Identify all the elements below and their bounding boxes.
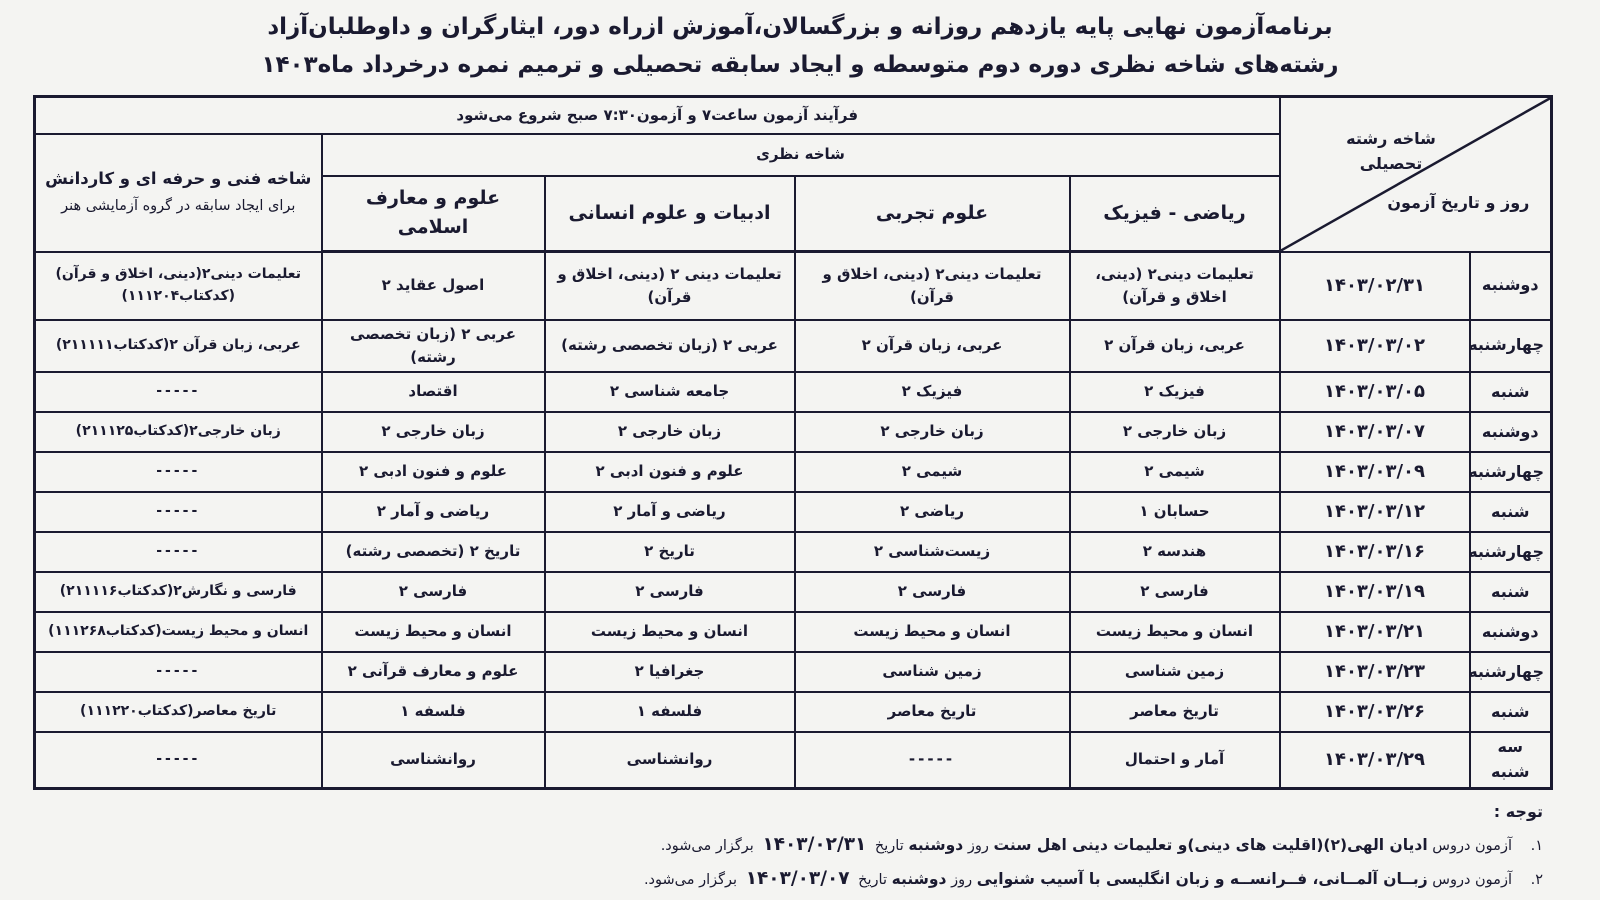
subject-tajrobi: فیزیک ۲ <box>795 372 1070 412</box>
subject-maaref: تاریخ ۲ (تخصصی رشته) <box>322 532 545 572</box>
subject-maaref: فارسی ۲ <box>322 572 545 612</box>
subject-maaref: عربی ۲ (زبان تخصصی رشته) <box>322 320 545 373</box>
fanni-branch-header <box>34 134 321 252</box>
subject-ensani: علوم و فنون ادبی ۲ <box>545 452 795 492</box>
subject-riazi: زبان خارجی ۲ <box>1070 412 1280 452</box>
note-date: ۱۴۰۳/۰۳/۰۷ <box>745 867 850 889</box>
process-header: فرآیند آزمون ساعت۷ و آزمون۷:۳۰ صبح شروع می‌شود <box>34 97 1279 134</box>
table-row <box>34 452 1551 492</box>
subject-fanni: انسان و محیط زیست(کدکتاب۱۱۱۲۶۸) <box>34 612 321 652</box>
exam-date: ۱۴۰۳/۰۳/۲۶ <box>1280 692 1470 732</box>
subject-fanni: ----- <box>34 372 321 412</box>
subject-tajrobi: شیمی ۲ <box>795 452 1070 492</box>
notes-label: توجه : <box>1493 801 1543 821</box>
exam-day: شنبه <box>1470 492 1552 532</box>
note-subjects: ادیان الهی(۲)(اقلیت های دینی)و تعلیمات دینی اهل سنت <box>993 835 1428 854</box>
subject-riazi: انسان و محیط زیست <box>1070 612 1280 652</box>
column-header-maaref-eslami: علوم و معارف اسلامی <box>322 176 545 252</box>
exam-date: ۱۴۰۳/۰۳/۰۵ <box>1280 372 1470 412</box>
subject-fanni: ----- <box>34 652 321 692</box>
title-line-1: برنامه‌آزمون نهایی پایه یازدهم روزانه و بزرگسالان،آموزش ازراه دور، ایثارگران و داوطلبان‌آزاد <box>267 14 1333 40</box>
subject-riazi: شیمی ۲ <box>1070 452 1280 492</box>
subject-riazi: فارسی ۲ <box>1070 572 1280 612</box>
schedule-rows <box>34 252 1551 789</box>
exam-day: چهارشنبه <box>1470 652 1552 692</box>
subject-riazi: عربی، زبان قرآن ۲ <box>1070 320 1280 373</box>
table-row <box>34 732 1551 788</box>
subject-riazi: هندسه ۲ <box>1070 532 1280 572</box>
exam-date: ۱۴۰۳/۰۳/۱۲ <box>1280 492 1470 532</box>
note-day: دوشنبه <box>891 869 947 888</box>
subject-tajrobi: انسان و محیط زیست <box>795 612 1070 652</box>
exam-day: دوشنبه <box>1470 412 1552 452</box>
subject-maaref: علوم و معارف قرآنی ۲ <box>322 652 545 692</box>
note-text: روز <box>967 837 989 854</box>
subject-ensani: فارسی ۲ <box>545 572 795 612</box>
subject-ensani: تعلیمات دینی ۲ (دینی، اخلاق و قرآن) <box>545 252 795 320</box>
subject-maaref: علوم و فنون ادبی ۲ <box>322 452 545 492</box>
subject-tajrobi: عربی، زبان قرآن ۲ <box>795 320 1070 373</box>
diagonal-label-branch: شاخه رشته تحصیلی <box>1346 128 1436 173</box>
table-row <box>34 412 1551 452</box>
subject-tajrobi: تاریخ معاصر <box>795 692 1070 732</box>
note-subjects: زبــان آلمــانی، فــرانســه و زبان انگلیسی با آسیب شنوایی <box>976 869 1428 888</box>
note-text: روز <box>951 871 973 888</box>
exam-day: شنبه <box>1470 372 1552 412</box>
column-header-riazi-physics: ریاضی - فیزیک <box>1070 176 1280 252</box>
table-row <box>34 492 1551 532</box>
subject-fanni: فارسی و نگارش۲(کدکتاب۲۱۱۱۱۶) <box>34 572 321 612</box>
subject-maaref: ریاضی و آمار ۲ <box>322 492 545 532</box>
footnotes <box>0 802 1543 889</box>
note-item-1 <box>0 834 1543 855</box>
subject-riazi: زمین شناسی <box>1070 652 1280 692</box>
note-text: تاریخ <box>874 837 904 854</box>
note-text: آزمون دروس <box>1432 837 1512 854</box>
column-header-oloum-tajrobi: علوم تجربی <box>795 176 1070 252</box>
table-row <box>34 692 1551 732</box>
exam-date: ۱۴۰۳/۰۳/۰۲ <box>1280 320 1470 373</box>
subject-riazi: آمار و احتمال <box>1070 732 1280 788</box>
exam-date: ۱۴۰۳/۰۲/۳۱ <box>1280 252 1470 320</box>
note-text: آزمون دروس <box>1432 871 1512 888</box>
subject-tajrobi: فارسی ۲ <box>795 572 1070 612</box>
subject-tajrobi: ----- <box>795 732 1070 788</box>
subject-ensani: عربی ۲ (زبان تخصصی رشته) <box>545 320 795 373</box>
exam-day: چهارشنبه <box>1470 320 1552 373</box>
subject-maaref: روانشناسی <box>322 732 545 788</box>
table-row <box>34 652 1551 692</box>
subject-ensani: تاریخ ۲ <box>545 532 795 572</box>
subject-fanni: تاریخ معاصر(کدکتاب۱۱۱۲۲۰) <box>34 692 321 732</box>
subject-ensani: فلسفه ۱ <box>545 692 795 732</box>
note-day: دوشنبه <box>908 835 964 854</box>
subject-riazi: تاریخ معاصر <box>1070 692 1280 732</box>
exam-date: ۱۴۰۳/۰۳/۲۳ <box>1280 652 1470 692</box>
exam-day: شنبه <box>1470 692 1552 732</box>
exam-day: سه شنبه <box>1470 732 1552 788</box>
subject-riazi: تعلیمات دینی۲ (دینی، اخلاق و قرآن) <box>1070 252 1280 320</box>
subject-ensani: روانشناسی <box>545 732 795 788</box>
exam-date: ۱۴۰۳/۰۳/۰۷ <box>1280 412 1470 452</box>
subject-ensani: زبان خارجی ۲ <box>545 412 795 452</box>
theory-branch-header: شاخه نظری <box>322 134 1280 176</box>
note-item-2 <box>0 868 1543 889</box>
table-row <box>34 372 1551 412</box>
subject-tajrobi: ریاضی ۲ <box>795 492 1070 532</box>
exam-schedule-table <box>33 95 1553 790</box>
exam-date: ۱۴۰۳/۰۳/۲۹ <box>1280 732 1470 788</box>
table-row <box>34 252 1551 320</box>
subject-riazi: فیزیک ۲ <box>1070 372 1280 412</box>
subject-tajrobi: زیست‌شناسی ۲ <box>795 532 1070 572</box>
subject-tajrobi: زمین شناسی <box>795 652 1070 692</box>
note-number: ۱. <box>1530 837 1543 854</box>
subject-maaref: اقتصاد <box>322 372 545 412</box>
subject-fanni: تعلیمات دینی۲(دینی، اخلاق و قرآن)(کدکتاب۱۱۱۲۰۴) <box>34 252 321 320</box>
table-row <box>34 532 1551 572</box>
subject-maaref: اصول عقاید ۲ <box>322 252 545 320</box>
subject-maaref: زبان خارجی ۲ <box>322 412 545 452</box>
title-line-2: رشته‌های شاخه نظری دوره دوم متوسطه و ایجاد سابقه تحصیلی و ترمیم نمره درخرداد ماه۱۴۰۳ <box>261 52 1339 78</box>
document-title <box>0 0 1600 84</box>
subject-fanni: ----- <box>34 732 321 788</box>
subject-maaref: فلسفه ۱ <box>322 692 545 732</box>
note-text: برگزار می‌شود. <box>643 871 738 888</box>
subject-ensani: جغرافیا ۲ <box>545 652 795 692</box>
exam-day: چهارشنبه <box>1470 532 1552 572</box>
table-row <box>34 320 1551 373</box>
subject-maaref: انسان و محیط زیست <box>322 612 545 652</box>
subject-fanni: ----- <box>34 452 321 492</box>
subject-fanni: ----- <box>34 492 321 532</box>
subject-ensani: ریاضی و آمار ۲ <box>545 492 795 532</box>
fanni-branch-title: شاخه فنی و حرفه ای و کاردانش <box>45 169 312 189</box>
diagonal-label-day-date: روز و تاریخ آزمون <box>1387 193 1530 213</box>
note-number: ۲. <box>1530 871 1543 888</box>
note-text: برگزار می‌شود. <box>660 837 754 854</box>
exam-date: ۱۴۰۳/۰۳/۲۱ <box>1280 612 1470 652</box>
exam-day: دوشنبه <box>1470 252 1552 320</box>
diagonal-header-cell <box>1280 97 1552 252</box>
exam-day: چهارشنبه <box>1470 452 1552 492</box>
note-text: تاریخ <box>858 871 888 888</box>
subject-tajrobi: تعلیمات دینی۲ (دینی، اخلاق و قرآن) <box>795 252 1070 320</box>
exam-date: ۱۴۰۳/۰۳/۱۹ <box>1280 572 1470 612</box>
exam-day: دوشنبه <box>1470 612 1552 652</box>
exam-date: ۱۴۰۳/۰۳/۰۹ <box>1280 452 1470 492</box>
subject-fanni: ----- <box>34 532 321 572</box>
column-header-adabiat-ensani: ادبیات و علوم انسانی <box>545 176 795 252</box>
table-row <box>34 612 1551 652</box>
subject-fanni: عربی، زبان قرآن ۲(کدکتاب۲۱۱۱۱۱) <box>34 320 321 373</box>
note-date: ۱۴۰۳/۰۲/۳۱ <box>762 833 867 855</box>
subject-tajrobi: زبان خارجی ۲ <box>795 412 1070 452</box>
subject-fanni: زبان خارجی۲(کدکتاب۲۱۱۱۲۵) <box>34 412 321 452</box>
subject-ensani: جامعه شناسی ۲ <box>545 372 795 412</box>
subject-ensani: انسان و محیط زیست <box>545 612 795 652</box>
table-row <box>34 572 1551 612</box>
exam-date: ۱۴۰۳/۰۳/۱۶ <box>1280 532 1470 572</box>
fanni-branch-subtitle: برای ایجاد سابقه در گروه آزمایشی هنر <box>61 198 296 214</box>
subject-riazi: حسابان ۱ <box>1070 492 1280 532</box>
exam-day: شنبه <box>1470 572 1552 612</box>
